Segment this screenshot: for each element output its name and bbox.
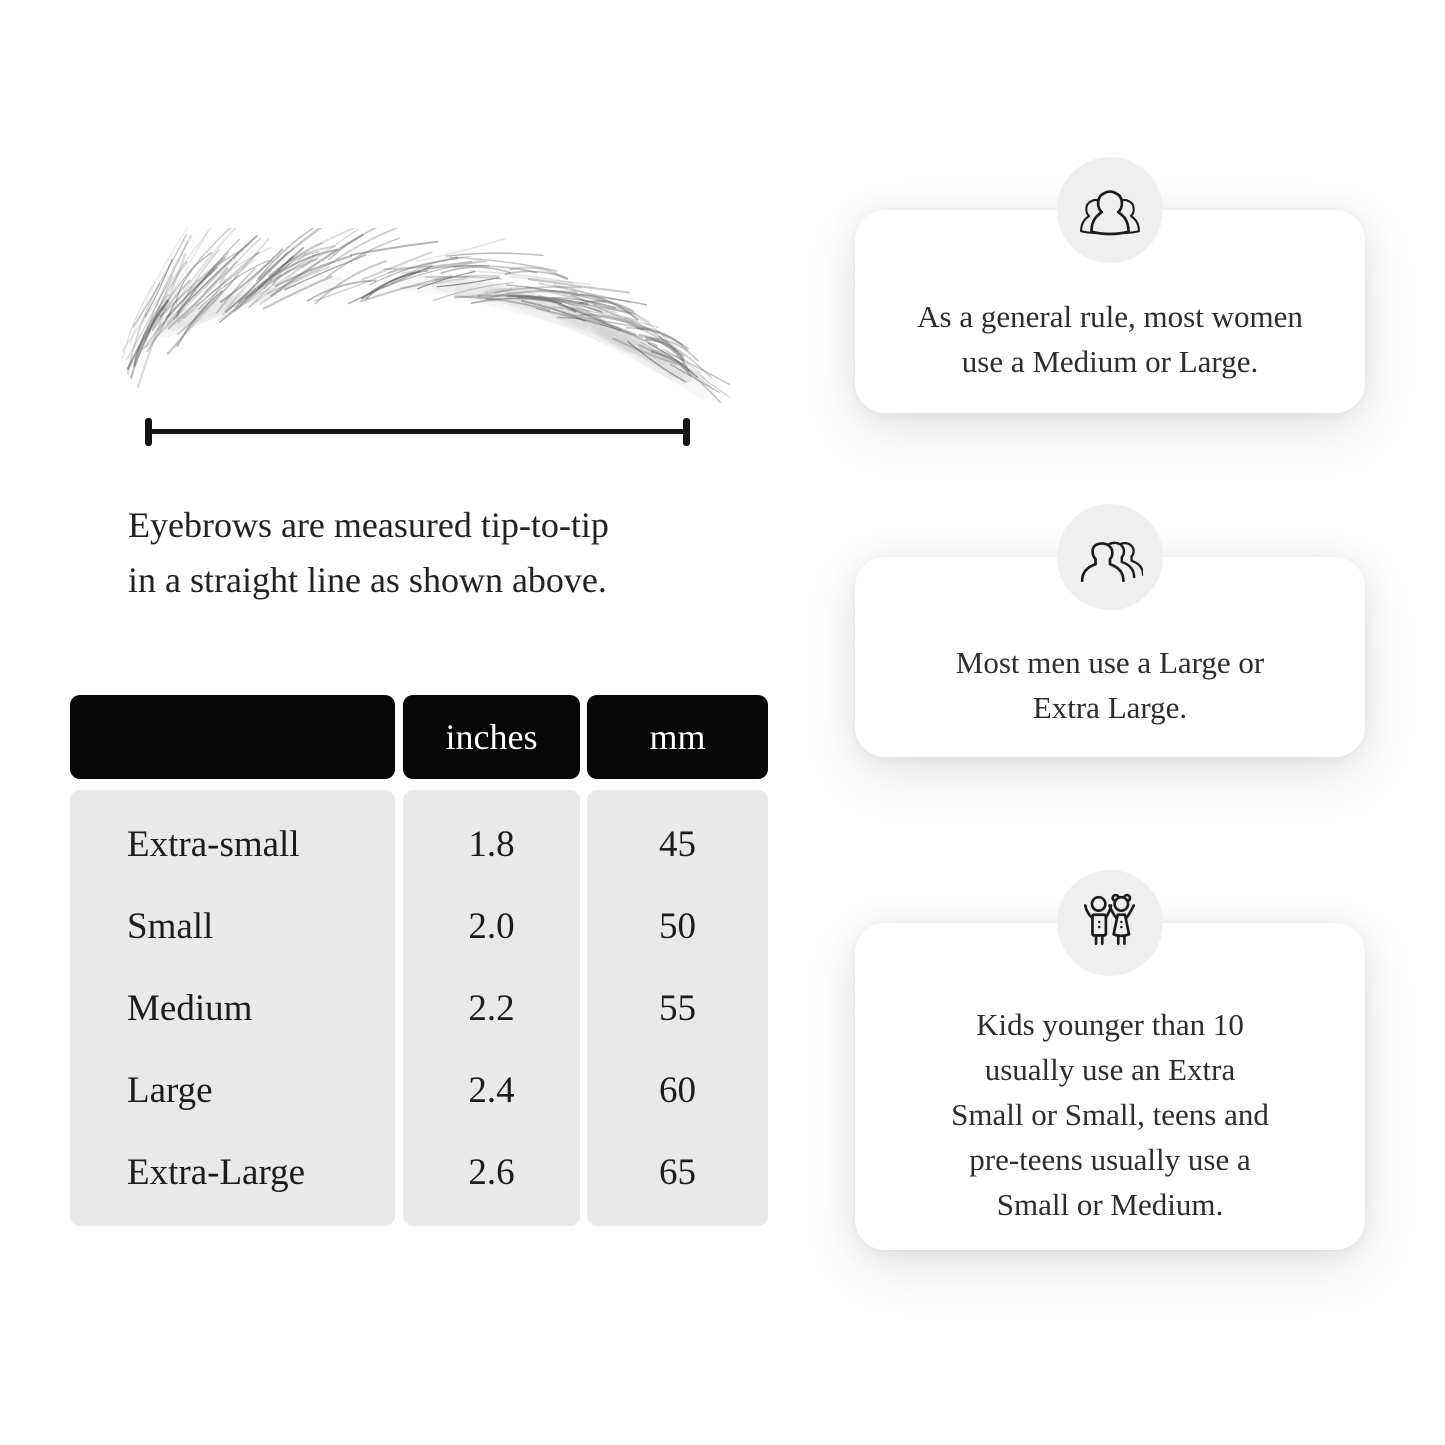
measurement-line — [145, 418, 690, 446]
table-header-blank — [70, 695, 395, 779]
eyebrow-illustration — [110, 228, 730, 403]
table-header-mm: mm — [587, 695, 768, 779]
table-cell-mm: 60 — [659, 1069, 696, 1111]
caption-line: in a straight line as shown above. — [128, 560, 607, 600]
table-cell-mm: 65 — [659, 1151, 696, 1193]
table-row-label: Large — [127, 1069, 213, 1111]
card-text-line: Most men use a Large or — [955, 644, 1265, 680]
card-icon-badge — [1057, 504, 1163, 610]
table-cell-mm: 50 — [659, 905, 696, 947]
card-text-line: use a Medium or Large. — [961, 344, 1259, 379]
table-row-label: Extra-small — [127, 823, 300, 865]
table-cell-inches: 2.2 — [468, 987, 515, 1029]
card-icon-badge — [1057, 157, 1163, 263]
table-row-label: Medium — [127, 987, 253, 1029]
card-text-line: usually use an Extra — [984, 1051, 1236, 1087]
table-cell-mm: 55 — [659, 987, 696, 1029]
measurement-caption — [128, 498, 609, 608]
card-text-line: pre-teens usually use a — [969, 1141, 1251, 1177]
table-column-labels — [70, 790, 395, 1226]
card-text-line: As a general rule, most women — [917, 299, 1303, 334]
table-cell-inches: 1.8 — [468, 823, 515, 865]
table-column-mm — [587, 790, 768, 1226]
table-cell-mm: 45 — [659, 823, 696, 865]
caption-line: Eyebrows are measured tip-to-tip — [128, 505, 609, 545]
men-group-icon — [1077, 524, 1143, 590]
table-column-inches — [403, 790, 580, 1226]
table-header-inches: inches — [403, 695, 580, 779]
card-text-line: Small or Small, teens and — [951, 1096, 1269, 1132]
card-text-line: Kids younger than 10 — [976, 1006, 1244, 1042]
measurement-end-cap-right — [683, 418, 690, 446]
kids-icon — [1077, 890, 1143, 956]
card-text-line: Extra Large. — [1032, 689, 1188, 725]
card-text-line: Small or Medium. — [996, 1186, 1224, 1222]
women-group-icon — [1077, 177, 1143, 243]
table-cell-inches: 2.4 — [468, 1069, 515, 1111]
measurement-bar — [147, 429, 688, 434]
card-icon-badge — [1057, 870, 1163, 976]
table-cell-inches: 2.6 — [468, 1151, 515, 1193]
table-cell-inches: 2.0 — [468, 905, 515, 947]
table-row-label: Small — [127, 905, 214, 947]
table-row-label: Extra-Large — [127, 1151, 306, 1193]
